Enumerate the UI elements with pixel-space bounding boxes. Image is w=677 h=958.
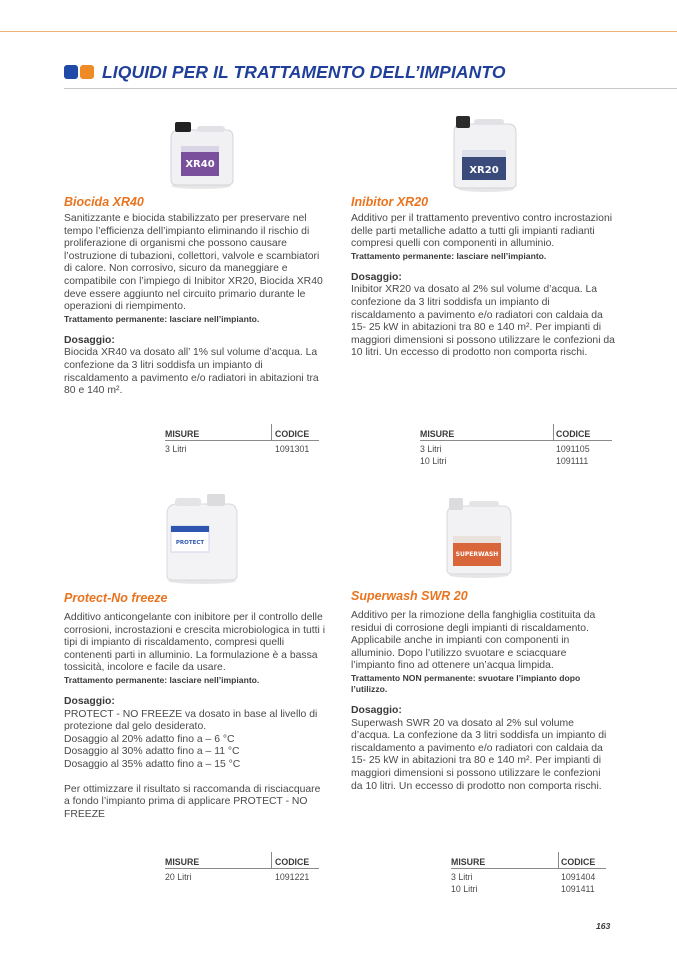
dosage-text: Biocida XR40 va dosato all’ 1% sul volume d’acqua. La confezione da 3 litri soddisfa un impianto di riscaldamento a pavimento e/o radiatori in abitazioni tra 80 e 140 m². [64, 347, 319, 397]
header-misure: MISURE [451, 857, 486, 867]
header-misure: MISURE [165, 857, 200, 867]
header-codice: CODICE [561, 857, 596, 867]
orange-square-icon [80, 65, 94, 79]
column-divider [271, 852, 272, 868]
cell-misura: 10 Litri [451, 883, 478, 894]
header-misure: MISURE [165, 429, 200, 439]
protect-no-freeze-image [163, 492, 241, 584]
cell-codice: 1091105 [556, 444, 590, 454]
dosage-label: Dosaggio: [351, 704, 402, 716]
dosage-label: Dosaggio: [351, 271, 402, 283]
product-body-biocida-xr40 [64, 213, 326, 398]
column-divider [558, 852, 559, 868]
page-title: LIQUIDI PER IL TRATTAMENTO DELL’IMPIANTO [102, 61, 506, 82]
product-note: Trattamento permanente: lasciare nell’impianto. [64, 313, 260, 324]
section-header [64, 61, 506, 83]
cell-codice: 1091411 [561, 883, 595, 894]
sizes-table-inibitor-xr20 [420, 424, 612, 465]
dosage-line: Dosaggio al 20% adatto fino a – 6 °C [64, 733, 235, 745]
page-number: 163 [596, 921, 611, 931]
cell-misura: 3 Litri [420, 444, 442, 454]
cell-misura: 3 Litri [165, 444, 187, 454]
dosage-text: Superwash SWR 20 va dosato al 2% sul volume d’acqua. La confezione da 3 litri soddisfa un impianto di riscaldamento a pavimento e/o radiatori con caldaia da 15- 25 kW in abitazioni tra 80 e 140 m². Per impianti di maggiori dimensioni si possono utilizzare le confezioni da 10 litri. Un eccesso di prodotto non comporta rischi. [351, 717, 607, 792]
product-description: Additivo anticongelante con inibitore per il controllo delle corrosioni, incrostazioni e crescita microbiologica in tutti i tipi di impianto di riscaldamento, compresi quelli contenenti parti in alluminio. La formulazione è a bassa tossicità, incolore e facile da usare. [64, 612, 326, 674]
superwash-swr20-image [443, 496, 515, 578]
dosage-text: Inibitor XR20 va dosato al 2% sul volume d’acqua. La confezione da 3 litri soddisfa un impianto di riscaldamento a pavimento e/o radiatori con caldaia da 15- 25 kW in abitazioni tra 80 e 140 m². Per impianti di maggiori dimensioni si possono utilizzare le confezioni da 10 litri. Un eccesso di prodotto non comporta rischi. [351, 284, 615, 359]
table-header [451, 852, 606, 869]
top-rule [0, 31, 677, 32]
product-description: Additivo per il trattamento preventivo contro incrostazioni delle parti metalliche adatto a tutti gli impianti radianti compresi quelli con componenti in alluminio. [351, 213, 613, 250]
sizes-table-biocida-xr40 [165, 424, 319, 454]
table-row [165, 442, 319, 454]
product-body-superwash-swr20 [351, 610, 613, 793]
sizes-table-superwash-swr20 [451, 852, 606, 893]
product-description: Sanitizzante e biocida stabilizzato per preservare nel tempo l’efficienza dell’impianto eliminando il rischio di proliferazione di organismi che possono causare l’ostruzione di tubazioni, collettori, valvole e scambiatori di calore. Non corrosivo, sicuro da maneggiare e compatibile con l’impiego di Inibitor XR20, Biocida XR40 deve essere aggiunto nel circuito primario durante le operazioni di riempimento. [64, 213, 323, 313]
extra-advice: Per ottimizzare il risultato si raccomanda di risciacquare a fondo l’impianto prima di applicare PROTECT - NO FREEZE [64, 783, 321, 820]
blue-square-icon [64, 65, 78, 79]
cell-misura: 3 Litri [451, 872, 473, 882]
dosage-line: PROTECT - NO FREEZE va dosato in base al livello di protezione dal gelo desiderato. [64, 708, 318, 733]
table-header [165, 852, 319, 869]
biocida-xr40-label: XR40 [185, 159, 215, 170]
product-name-protect-no-freeze: Protect-No freeze [64, 591, 168, 605]
cell-codice: 1091404 [561, 872, 596, 882]
table-row [420, 454, 612, 466]
product-note: Trattamento NON permanente: svuotare l’impianto dopo l’utilizzo. [351, 672, 581, 694]
column-divider [553, 424, 554, 440]
biocida-xr40-image [165, 118, 237, 190]
protect-label: PROTECT [175, 540, 205, 546]
table-row [420, 442, 612, 454]
product-note: Trattamento permanente: lasciare nell’impianto. [64, 674, 260, 685]
table-header [165, 424, 319, 441]
cell-codice: 1091111 [556, 455, 589, 466]
sizes-table-protect-no-freeze [165, 852, 319, 882]
table-row [451, 870, 606, 882]
product-body-protect-no-freeze [64, 612, 326, 821]
header-codice: CODICE [556, 429, 591, 439]
dosage-line: Dosaggio al 35% adatto fino a – 15 °C [64, 758, 241, 770]
table-row [451, 882, 606, 894]
product-name-superwash-swr20: Superwash SWR 20 [351, 589, 468, 603]
product-description: Additivo per la rimozione della fanghiglia costituita da residui di corrosione degli impianti di riscaldamento. Applicabile anche in impianti con componenti in alluminio. Dopo l’utilizzo svuotare e sciacquare l’impianto fino ad ottenere un’acqua limpida. [351, 610, 596, 672]
table-header [420, 424, 612, 441]
product-name-biocida-xr40: Biocida XR40 [64, 195, 144, 209]
dosage-line: Dosaggio al 30% adatto fino a – 11 °C [64, 746, 240, 758]
header-divider [64, 88, 677, 89]
inibitor-xr20-label: XR20 [469, 165, 499, 176]
dosage-label: Dosaggio: [64, 334, 115, 346]
header-codice: CODICE [275, 857, 310, 867]
cell-codice: 1091221 [275, 872, 310, 882]
product-body-inibitor-xr20 [351, 213, 615, 360]
product-name-inibitor-xr20: Inibitor XR20 [351, 195, 429, 209]
header-misure: MISURE [420, 429, 455, 439]
cell-codice: 1091301 [275, 444, 310, 454]
dosage-label: Dosaggio: [64, 695, 115, 707]
superwash-label: SUPERWASH [455, 551, 499, 558]
product-note: Trattamento permanente: lasciare nell’impianto. [351, 250, 547, 261]
cell-misura: 10 Litri [420, 455, 447, 466]
header-codice: CODICE [275, 429, 310, 439]
cell-misura: 20 Litri [165, 872, 192, 882]
inibitor-xr20-image [450, 114, 520, 192]
table-row [165, 870, 319, 882]
column-divider [271, 424, 272, 440]
